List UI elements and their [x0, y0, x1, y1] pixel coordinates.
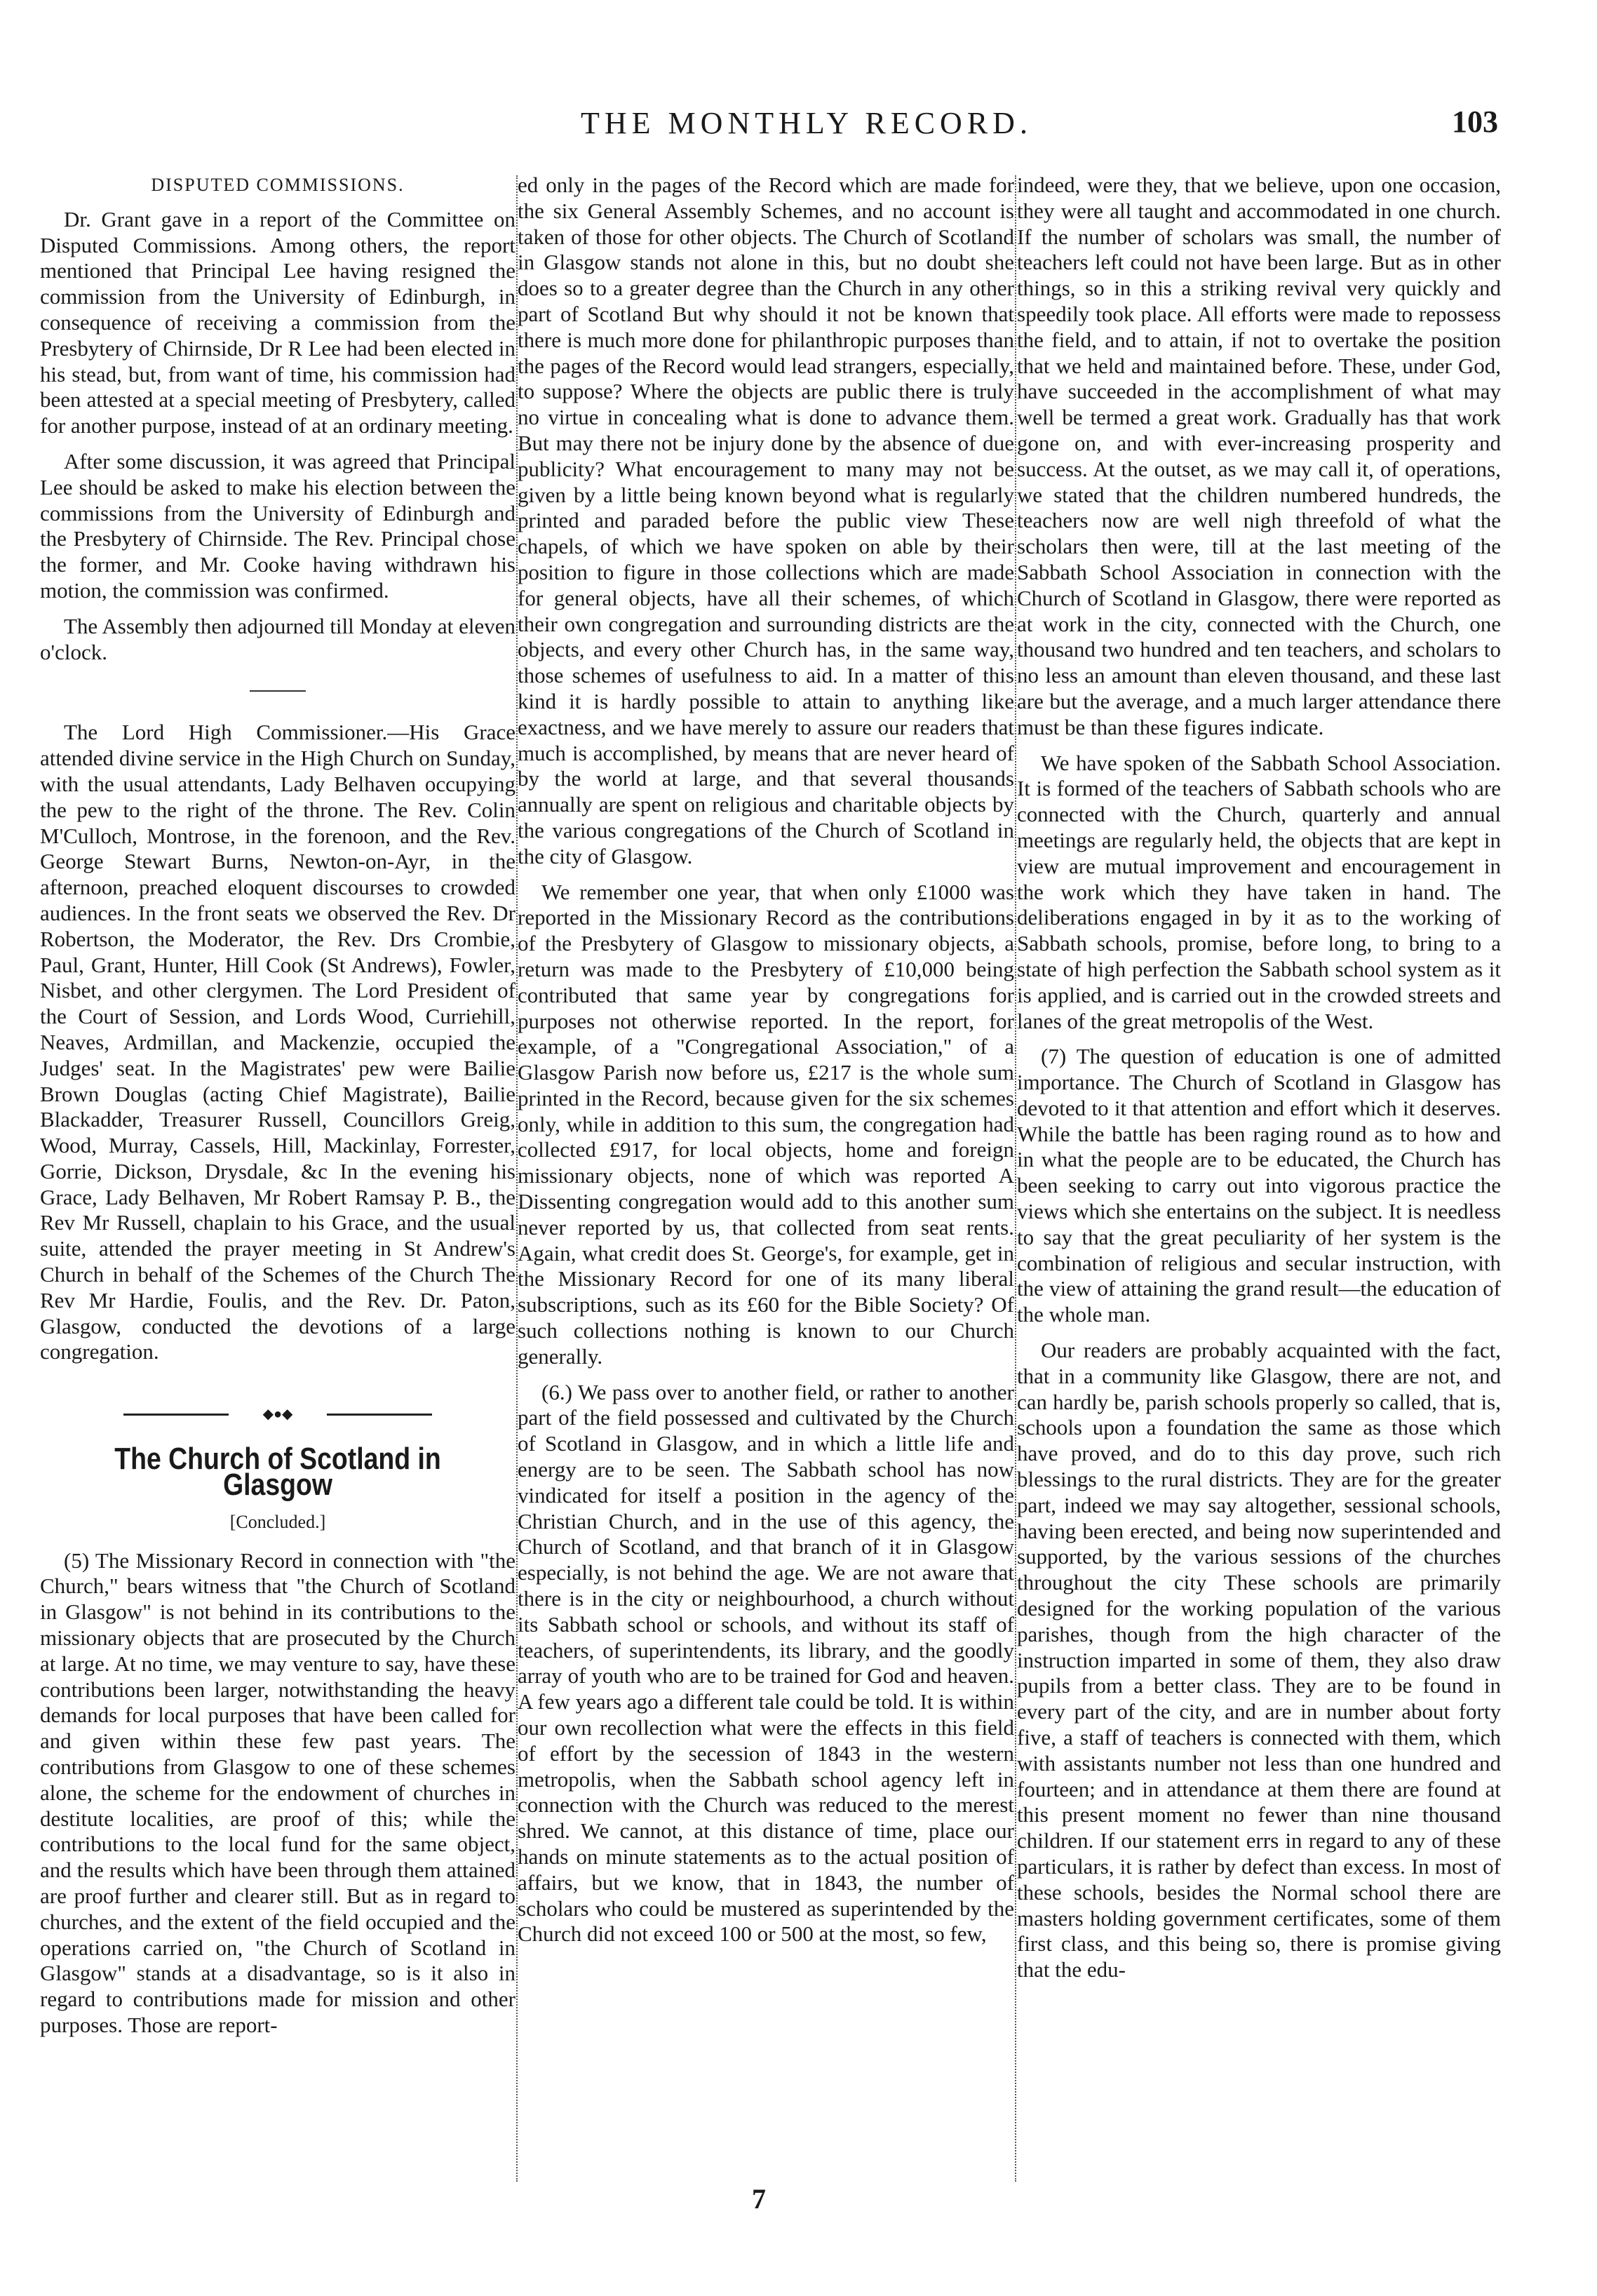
section-heading-disputed-commissions: DISPUTED COMMISSIONS. — [151, 175, 405, 195]
column-middle — [518, 173, 1014, 1957]
paragraph: ed only in the pages of the Record which are made for the six General Assembly Schemes, and no account is taken of those for other objects. The Church of Scotland in Glasgow stands not alone in this, but no doubt she does so to a greater degree than the Church in any other part of Scotland But why should it not be known that there is much more done for philanthropic purposes than the pages of the Record would lead strangers, especially, to suppose? Where the objects are public there is truly no virtue in concealing what is done to advance them. But may there not be injury done by the absence of due publicity? What encouragement to many may not be given by a little being known beyond what is regularly printed and paraded before the public view These chapels, of which we have spoken on able by their position to figure in those collections which are made for general objects, have all their schemes, of which their own congregation and surrounding districts are the objects, and every other Church has, in the same way, those schemes of usefulness to aid. In a matter of this kind it is hardly possible to attain to anything like exactness, and we have merely to assure our readers that much is accomplished, by means that are never heard of by the world at large, and that several thousands annually are spent on religious and charitable objects by the various congregations of the Church of Scotland in the city of Glasgow. — [518, 173, 1014, 868]
signature-mark: 7 — [752, 2183, 766, 2215]
concluded-note: [Concluded.] — [229, 1511, 326, 1532]
running-header-title: THE MONTHLY RECORD. — [581, 106, 1032, 140]
column-left — [40, 173, 516, 2048]
article-title: The Church of Scotland in Glasgow — [114, 1442, 441, 1503]
paragraph: indeed, were they, that we believe, upon one occasion, they were all taught and accommodated in one church. If the number of scholars was small, the number of teachers left could not have been large. But as in other things, so in this a striking revival very quickly and speedily took place. All efforts were made to repossess the field, and to attain, if not to overtake the position that we held and maintained before. These, under God, have succeeded in the accomplishment of what may well be termed a great work. Gradually has that work gone on, and with ever-increasing prosperity and success. At the outset, as we may call it, of operations, we stated that the children numbered hundreds, the teachers now are well nigh threefold of what the scholars then were, till at the last meeting of the Sabbath School Association in connection with the Church of Scotland in Glasgow, there were reported as at work in the city, connected with the Church, one thousand two hundred and ten teachers, and scholars to no less an amount than eleven thousand, and these last are but the average, and a much larger attendance there must be than these figures indicate. — [1017, 173, 1501, 739]
paragraph: (7) The question of education is one of admitted importance. The Church of Scotland in Glasgow has devoted to it that attention and effort which it deserves. While the battle has been raging round as to how and in what the people are to be educated, the Church has been seeking to carry out into vigorous practice the views which she entertains on the subject. It is needless to say that the great peculiarity of her system is the combination of religious and secular instruction, with the view of attaining the grand result—the education of the whole man. — [1017, 1044, 1501, 1327]
paragraph: (6.) We pass over to another field, or rather to another part of the field possessed and cultivated by the Church of Scotland in Glasgow, and in which a little life and energy are to be seen. The Sabbath school has now vindicated for itself a position in the agency of the Christian Church, and in the use of this agency, the Church of Scotland, and that branch of it in Glasgow especially, is not behind the age. We are not aware that there is in the city or neighbourhood, a church without its Sabbath school or schools, and without its staff of teachers, of superintendents, its library, and the goodly array of youth who are to be trained for God and heaven. A few years ago a different tale could be told. It is within our own recollection what were the effects in this field of effort by the secession of 1843 in the western metropolis, when the Sabbath school agency left in connection with the Church was reduced to the merest shred. We cannot, at this distance of time, place our hands on minute statements as to the actual position of affairs, but we know, that in 1843, the number of scholars who could be mustered as superintended by the Church did not exceed 100 or 500 at the most, so few, — [518, 1379, 1014, 1947]
column-right — [1017, 173, 1501, 1993]
paragraph: We have spoken of the Sabbath School Association. It is formed of the teachers of Sabbath schools who are connected with the Church, quarterly and annual meetings are regularly held, the objects that are kept in view are mutual improvement and encouragement in the work which they have taken in hand. The deliberations engaged in by it as to the working of Sabbath schools, promise, before long, to bring to a state of high perfection the Sabbath school system as it is applied, and is carried out in the crowded streets and lanes of the great metropolis of the West. — [1017, 750, 1501, 1033]
section-divider — [250, 690, 306, 692]
paragraph: Dr. Grant gave in a report of the Committee on Disputed Commissions. Among others, the report mentioned that Principal Lee having resigned the commission from the University of Edinburgh, in consequence of receiving a commission from the Presbytery of Chirnside, Dr R Lee had been elected in his stead, but, from want of time, his commission had been attested at a special meeting of Presbytery, called for another purpose, instead of at an ordinary meeting. — [40, 206, 516, 438]
paragraph: (5) The Missionary Record in connection with "the Church," bears witness that "the Church of Scotland in Glasgow" is not behind in its contributions to the missionary objects that are prosecuted by the Church at large. At no time, we may venture to say, have these contributions been larger, notwithstanding the heavy demands for local purposes that have been called for and given within these few past years. The contributions from Glasgow to one of these schemes alone, the scheme for the endowment of churches in destitute localities, are proof of this; while the contributions to the local fund for the same object, and the results which have been through them attained are proof further and clearer still. But as in regard to churches, and the extent of the field occupied and the operations carried on, "the Church of Scotland in Glasgow" stands at a disadvantage, so is it also in regard to contributions made for mission and other purposes. Those are report- — [40, 1548, 516, 2037]
paragraph: After some discussion, it was agreed that Principal Lee should be asked to make his election between the commissions from the University of Edinburgh and the Presbytery of Chirnside. The Rev. Principal chose the former, and Mr. Cooke having withdrawn his motion, the commission was confirmed. — [40, 448, 516, 603]
ornamental-divider: ◆●◆ — [123, 1407, 432, 1421]
paragraph: We remember one year, that when only £1000 was reported in the Missionary Record as the contributions of the Presbytery of Glasgow to missionary objects, a return was made to the Presbytery of £10,000 being contributed that same year by congregations for purposes not otherwise reported. In the report, for example, of a "Congregational Association," of a Glasgow Parish now before us, £217 is the whole sum printed in the Record, because given for the six schemes only, while in addition to this sum, the congregation had collected £917, for local objects, home and foreign missionary objects, none of which was reported A Dissenting congregation would add to this another sum never reported by us, that collected from seat rents. Again, what credit does St. George's, for example, get in the Missionary Record for one of its many liberal subscriptions, such as its £60 for the Bible Society? Of such collections nothing is known to our Church generally. — [518, 879, 1014, 1369]
paragraph: Our readers are probably acquainted with the fact, that in a community like Glasgow, there are not, and can hardly be, parish schools properly so called, that is, schools upon a foundation the same as those which have proved, and do to this day prove, such rich blessings to the rural districts. They are for the greater part, indeed we may say altogether, sessional schools, having been erected, and being now superintended and supported, by the various sessions of the churches throughout the city These schools are primarily designed for the working population of the various parishes, though from the high character of the instruction imparted in some of them, they also draw pupils from a better class. They are to be found in every part of the city, and are in number about forty five, a staff of teachers is connected with them, which with assistants number not less than one hundred and fourteen; and in attendance at them there are found at this present moment no fewer than nine thousand children. If our statement errs in regard to any of these particulars, it is rather by defect than excess. In most of these schools, besides the Normal school there are masters holding government certificates, some of them first class, and this being so, there is promise giving that the edu- — [1017, 1338, 1501, 1982]
column-rule-right — [1015, 175, 1016, 2182]
page-number: 103 — [1452, 105, 1498, 139]
paragraph: The Lord High Commissioner.—His Grace attended divine service in the High Church on Sunday, with the usual attendants, Lady Belhaven occupying the pew to the right of the throne. The Rev. Colin M'Culloch, Montrose, in the forenoon, and the Rev. George Stewart Burns, Newton-on-Ayr, in the afternoon, preached eloquent discourses to crowded audiences. In the front seats we observed the Rev. Dr Robertson, the Moderator, the Rev. Drs Crombie, Paul, Grant, Hunter, Hill Cook (St Andrews), Fowler, Nisbet, and other clergymen. The Lord President of the Court of Session, and Lords Wood, Curriehill, Neaves, Ardmillan, and Mackenzie, occupied the Judges' seat. In the Magistrates' pew were Bailie Brown Douglas (acting Chief Magistrate), Bailie Blackadder, Treasurer Russell, Councillors Greig, Wood, Murray, Cassels, Hill, Mackinlay, Forrester, Gorrie, Dickson, Drysdale, &c In the evening his Grace, Lady Belhaven, Mr Robert Ramsay P. B., the Rev Mr Russell, chaplain to his Grace, and the usual suite, attended the prayer meeting in St Andrew's Church in behalf of the Schemes of the Church The Rev Mr Hardie, Foulis, and the Rev. Dr. Paton, Glasgow, conducted the devotions of a large congregation. — [40, 720, 516, 1364]
paragraph: The Assembly then adjourned till Monday at eleven o'clock. — [40, 613, 516, 664]
